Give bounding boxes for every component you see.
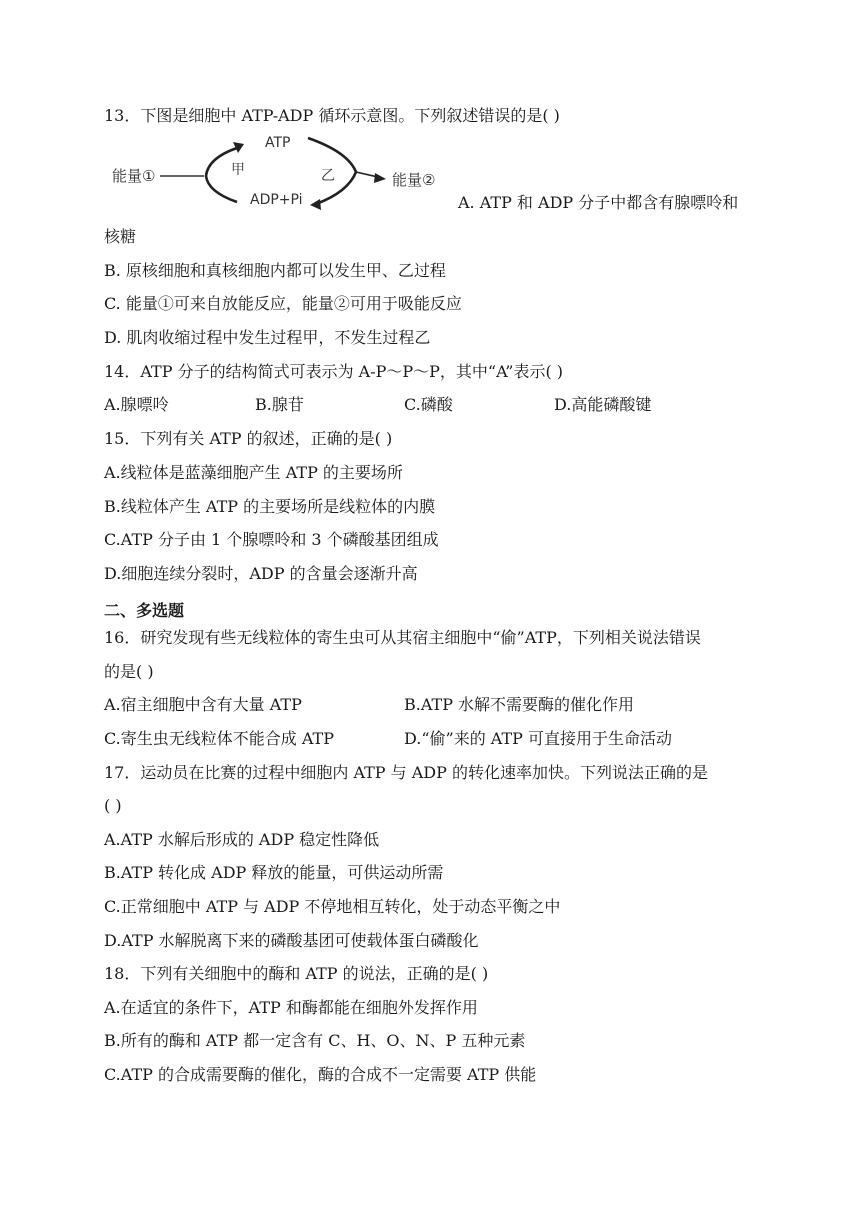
q18-option-b: B.所有的酶和 ATP 都一定含有 C、H、O、N、P 五种元素 [104, 1031, 526, 1050]
q18-stem: 18．下列有关细胞中的酶和 ATP 的说法，正确的是( ) [104, 964, 489, 983]
q15-option-c: C.ATP 分子由 1 个腺嘌呤和 3 个磷酸基团组成 [104, 530, 439, 549]
q16-option-a: A.宿主细胞中含有大量 ATP [104, 695, 302, 714]
q17-stem-continued: ( ) [104, 796, 122, 815]
q13-option-d: D. 肌肉收缩过程中发生过程甲，不发生过程乙 [104, 328, 431, 347]
q16-stem: 16．研究发现有些无线粒体的寄生虫可从其宿主细胞中“偷”ATP，下列相关说法错误 [104, 628, 701, 647]
q17-option-b: B.ATP 转化成 ADP 释放的能量，可供运动所需 [104, 863, 444, 882]
q15-option-a: A.线粒体是蓝藻细胞产生 ATP 的主要场所 [104, 463, 403, 482]
q17-option-c: C.正常细胞中 ATP 与 ADP 不停地相互转化，处于动态平衡之中 [104, 897, 561, 916]
q15-option-b: B.线粒体产生 ATP 的主要场所是线粒体的内膜 [104, 497, 436, 516]
q17-option-a: A.ATP 水解后形成的 ADP 稳定性降低 [104, 830, 380, 849]
q14-option-d: D.高能磷酸键 [554, 395, 652, 414]
atp-adp-cycle-diagram [112, 130, 462, 212]
q15-option-d: D.细胞连续分裂时，ADP 的含量会逐渐升高 [104, 564, 418, 583]
diagram-energy2-label: 能量② [392, 171, 436, 189]
energy2-arrowhead [374, 173, 386, 183]
q17-stem: 17．运动员在比赛的过程中细胞内 ATP 与 ADP 的转化速率加快。下列说法正确的是 [104, 763, 708, 782]
q16-stem-continued: 的是( ) [104, 662, 154, 681]
q17-option-d: D.ATP 水解脱离下来的磷酸基团可使载体蛋白磷酸化 [104, 931, 479, 950]
right-arrowhead [310, 199, 321, 210]
q16-option-b: B.ATP 水解不需要酶的催化作用 [404, 695, 635, 714]
q13-option-b: B. 原核细胞和真核细胞内都可以发生甲、乙过程 [104, 261, 446, 280]
q13-option-a: A. ATP 和 ADP 分子中都含有腺嘌呤和 [458, 193, 739, 212]
q15-stem: 15．下列有关 ATP 的叙述，正确的是( ) [104, 429, 393, 448]
q13-stem: 13．下图是细胞中 ATP-ADP 循环示意图。下列叙述错误的是( ) [104, 106, 560, 125]
q13-option-a-continued: 核糖 [104, 227, 137, 246]
q14-stem: 14．ATP 分子的结构简式可表示为 A-P～P～P，其中“A”表示( ) [104, 362, 564, 381]
diagram-adp-pi-label: ADP+Pi [250, 192, 303, 208]
q13-option-c: C. 能量①可来自放能反应，能量②可用于吸能反应 [104, 294, 462, 313]
diagram-energy1-label: 能量① [112, 167, 156, 185]
q18-option-c: C.ATP 的合成需要酶的催化，酶的合成不一定需要 ATP 供能 [104, 1065, 537, 1084]
q18-option-a: A.在适宜的条件下，ATP 和酶都能在细胞外发挥作用 [104, 998, 478, 1017]
q16-option-c: C.寄生虫无线粒体不能合成 ATP [104, 729, 334, 748]
diagram-process-jia-label: 甲 [231, 162, 245, 178]
section-heading-multiple-choice: 二、多选题 [104, 601, 185, 620]
q14-option-b: B.腺苷 [255, 395, 304, 414]
q14-option-c: C.磷酸 [404, 395, 453, 414]
q14-option-a: A.腺嘌呤 [104, 395, 169, 414]
diagram-process-yi-label: 乙 [321, 168, 335, 184]
diagram-atp-label: ATP [265, 135, 291, 151]
q16-option-d: D.“偷”来的 ATP 可直接用于生命活动 [404, 729, 672, 748]
